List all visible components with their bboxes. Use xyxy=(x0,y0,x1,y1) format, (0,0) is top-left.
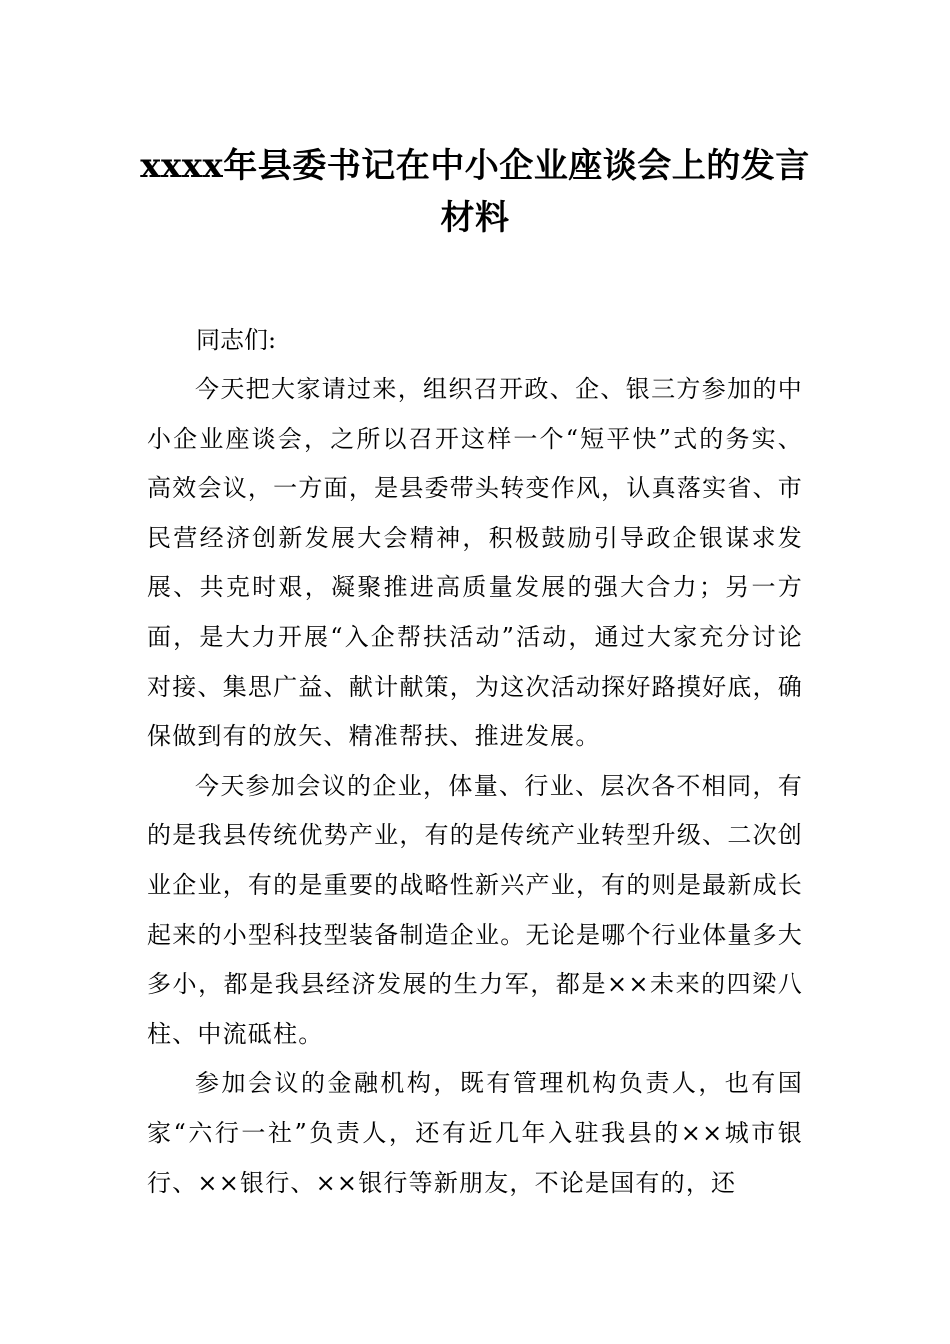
document-body xyxy=(147,365,803,1208)
paragraph-2: 今天参加会议的企业，体量、行业、层次各不相同，有的是我县传统优势产业，有的是传统产业转型升级、二次创业企业，有的是重要的战略性新兴产业，有的则是最新成长起来的小型科技型装备制造企业。无论是哪个行业体量多大多小，都是我县经济发展的生力军，都是××未来的四梁八柱、中流砥柱。 xyxy=(147,771,803,1048)
paragraph-3: 参加会议的金融机构，既有管理机构负责人，也有国家“六行一社”负责人，还有近几年入驻我县的××城市银行、××银行、××银行等新朋友，不论是国有的，还 xyxy=(147,1069,803,1197)
salutation: 同志们: xyxy=(196,326,277,354)
document-title: xxxx年县委书记在中小企业座谈会上的发言材料 xyxy=(140,146,810,238)
paragraph-1: 今天把大家请过来，组织召开政、企、银三方参加的中小企业座谈会，之所以召开这样一个“短平快”式的务实、高效会议，一方面，是县委带头转变作风，认真落实省、市民营经济创新发展大会精神，积极鼓励引导政企银谋求发展、共克时艰，凝聚推进高质量发展的强大合力；另一方面，是大力开展“入企帮扶活动”活动，通过大家充分讨论对接、集思广益、献计献策，为这次活动探好路摸好底，确保做到有的放矢、精准帮扶、推进发展。 xyxy=(147,375,803,751)
